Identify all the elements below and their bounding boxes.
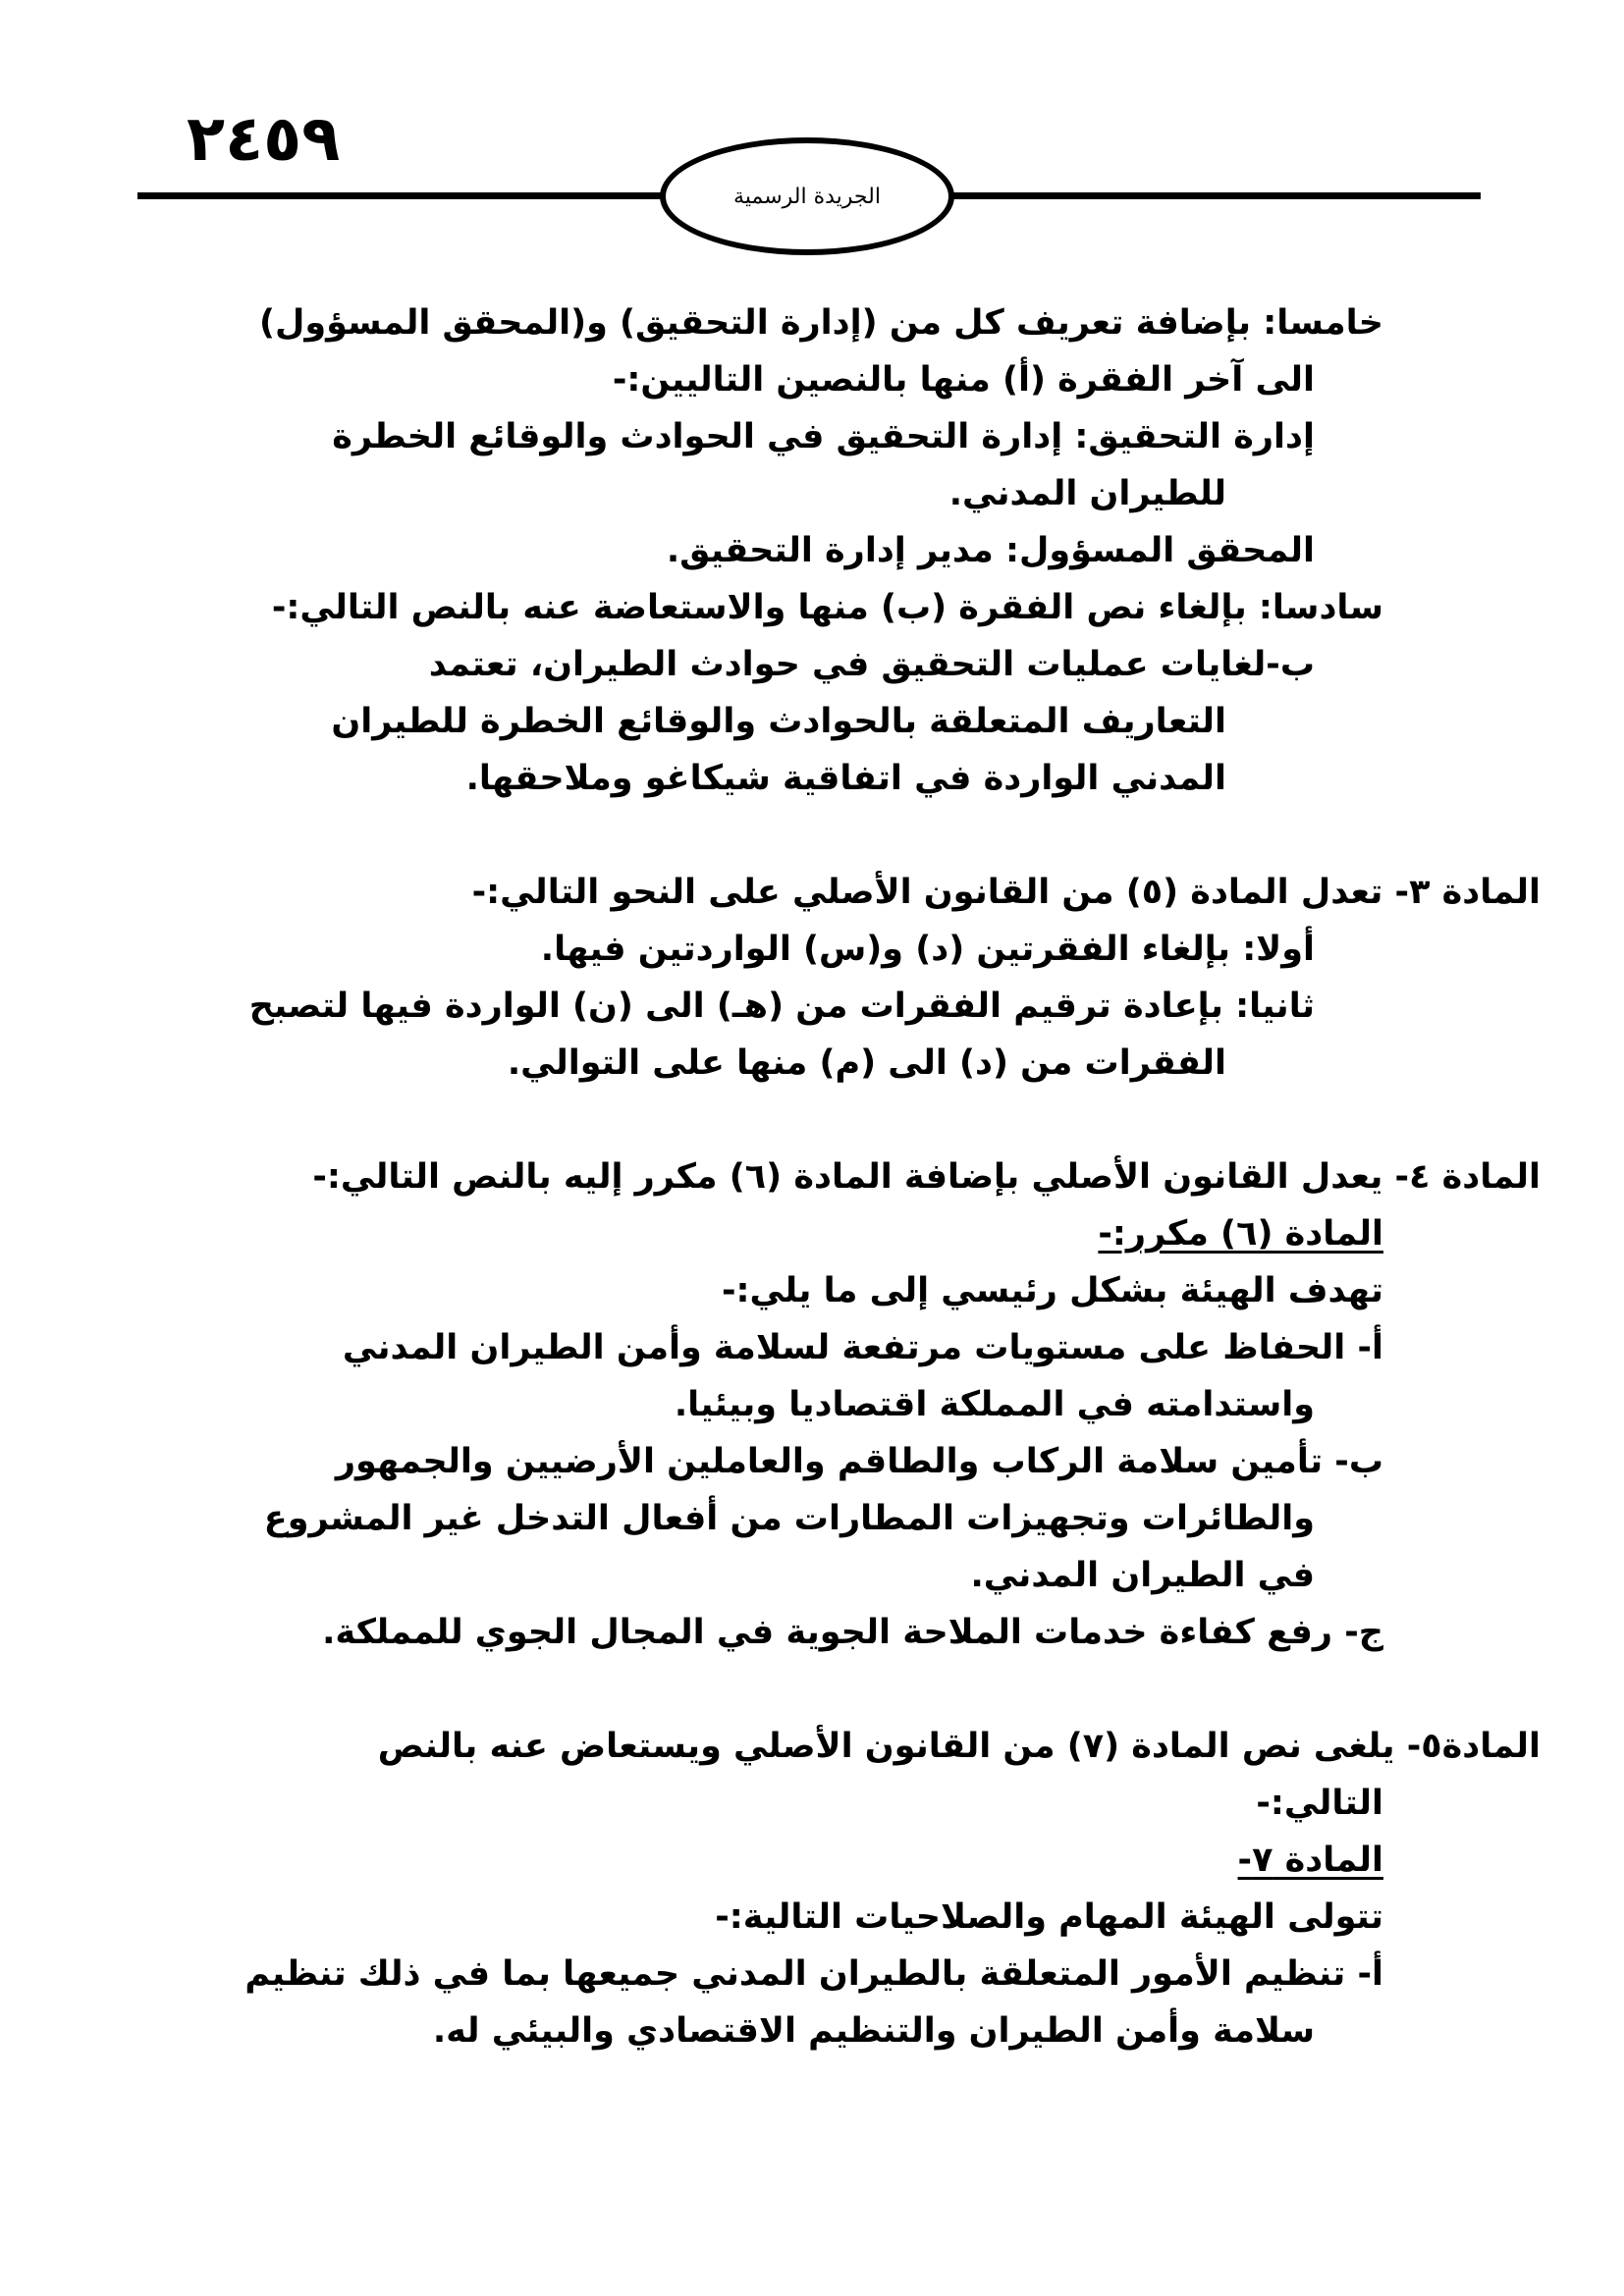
header-rule-right	[950, 192, 1481, 199]
article-3-heading: المادة ٣- تعدل المادة (٥) من القانون الأصلي على النحو التالي:-	[471, 873, 1541, 912]
article-5-heading: المادة٥- يلغى نص المادة (٧) من القانون الأصلي ويستعاض عنه بالنص	[377, 1727, 1541, 1766]
text-line: المدني الواردة في اتفاقية شيكاغو وملاحقها.	[465, 759, 1226, 798]
header-rule-left	[137, 192, 668, 199]
list-item-b: ب- تأمين سلامة الركاب والطاقم والعاملين الأرضيين والجمهور	[335, 1442, 1383, 1481]
text-line: أولا: بإلغاء الفقرتين (د) و(س) الواردتين فيها.	[540, 930, 1315, 969]
list-item-a: أ- الحفاظ على مستويات مرتفعة لسلامة وأمن الطيران المدني	[342, 1328, 1383, 1367]
page-header	[0, 0, 1624, 294]
text-line: المحقق المسؤول: مدير إدارة التحقيق.	[666, 531, 1315, 570]
text-line: للطيران المدني.	[948, 474, 1226, 513]
page-number: ٢٤٥٩	[187, 103, 341, 176]
document-body	[244, 294, 1541, 2059]
article-4-heading: المادة ٤- يعدل القانون الأصلي بإضافة المادة (٦) مكرر إليه بالنص التالي:-	[312, 1157, 1541, 1197]
article-7-title-text: المادة ٧-	[1237, 1841, 1383, 1880]
gazette-title: الجريدة الرسمية	[733, 185, 881, 209]
text-line: خامسا: بإضافة تعريف كل من (إدارة التحقيق) و(المحقق المسؤول)	[259, 303, 1383, 343]
text-line: تهدف الهيئة بشكل رئيسي إلى ما يلي:-	[722, 1271, 1383, 1310]
text-line: ثانيا: بإعادة ترقيم الفقرات من (هـ) الى (ن) الواردة فيها لتصبح	[248, 987, 1315, 1026]
list-item-c: ج- رفع كفاءة خدمات الملاحة الجوية في المجال الجوي للمملكة.	[322, 1613, 1383, 1652]
text-line: الفقرات من (د) الى (م) منها على التوالي.	[507, 1043, 1226, 1083]
text-line: سلامة وأمن الطيران والتنظيم الاقتصادي والبيئي له.	[432, 2011, 1315, 2051]
text-line: الى آخر الفقرة (أ) منها بالنصين التاليين:-	[612, 360, 1315, 400]
gazette-title-oval	[660, 137, 954, 255]
text-line: ب-لغايات عمليات التحقيق في حوادث الطيران، تعتمد	[428, 645, 1315, 684]
text-line: واستدامته في المملكة اقتصاديا وبيئيا.	[674, 1385, 1315, 1424]
text-line: إدارة التحقيق: إدارة التحقيق في الحوادث والوقائع الخطرة	[332, 417, 1315, 456]
text-line: تتولى الهيئة المهام والصلاحيات التالية:-	[715, 1897, 1383, 1937]
article-6-repeated-title-text: المادة (٦) مكرر:-	[1098, 1214, 1383, 1254]
list-item-a: أ- تنظيم الأمور المتعلقة بالطيران المدني جميعها بما في ذلك تنظيم	[244, 1954, 1383, 1994]
text-line: سادسا: بإلغاء نص الفقرة (ب) منها والاستعاضة عنه بالنص التالي:-	[271, 588, 1383, 627]
article-7-title	[244, 1832, 1383, 1889]
text-line: والطائرات وتجهيزات المطارات من أفعال التدخل غير المشروع	[263, 1499, 1315, 1538]
text-line: التعاريف المتعلقة بالحوادث والوقائع الخطرة للطيران	[331, 702, 1226, 741]
text-line: التالي:-	[1256, 1784, 1383, 1823]
article-6-repeated-title	[244, 1205, 1383, 1262]
text-line: في الطيران المدني.	[970, 1556, 1315, 1595]
